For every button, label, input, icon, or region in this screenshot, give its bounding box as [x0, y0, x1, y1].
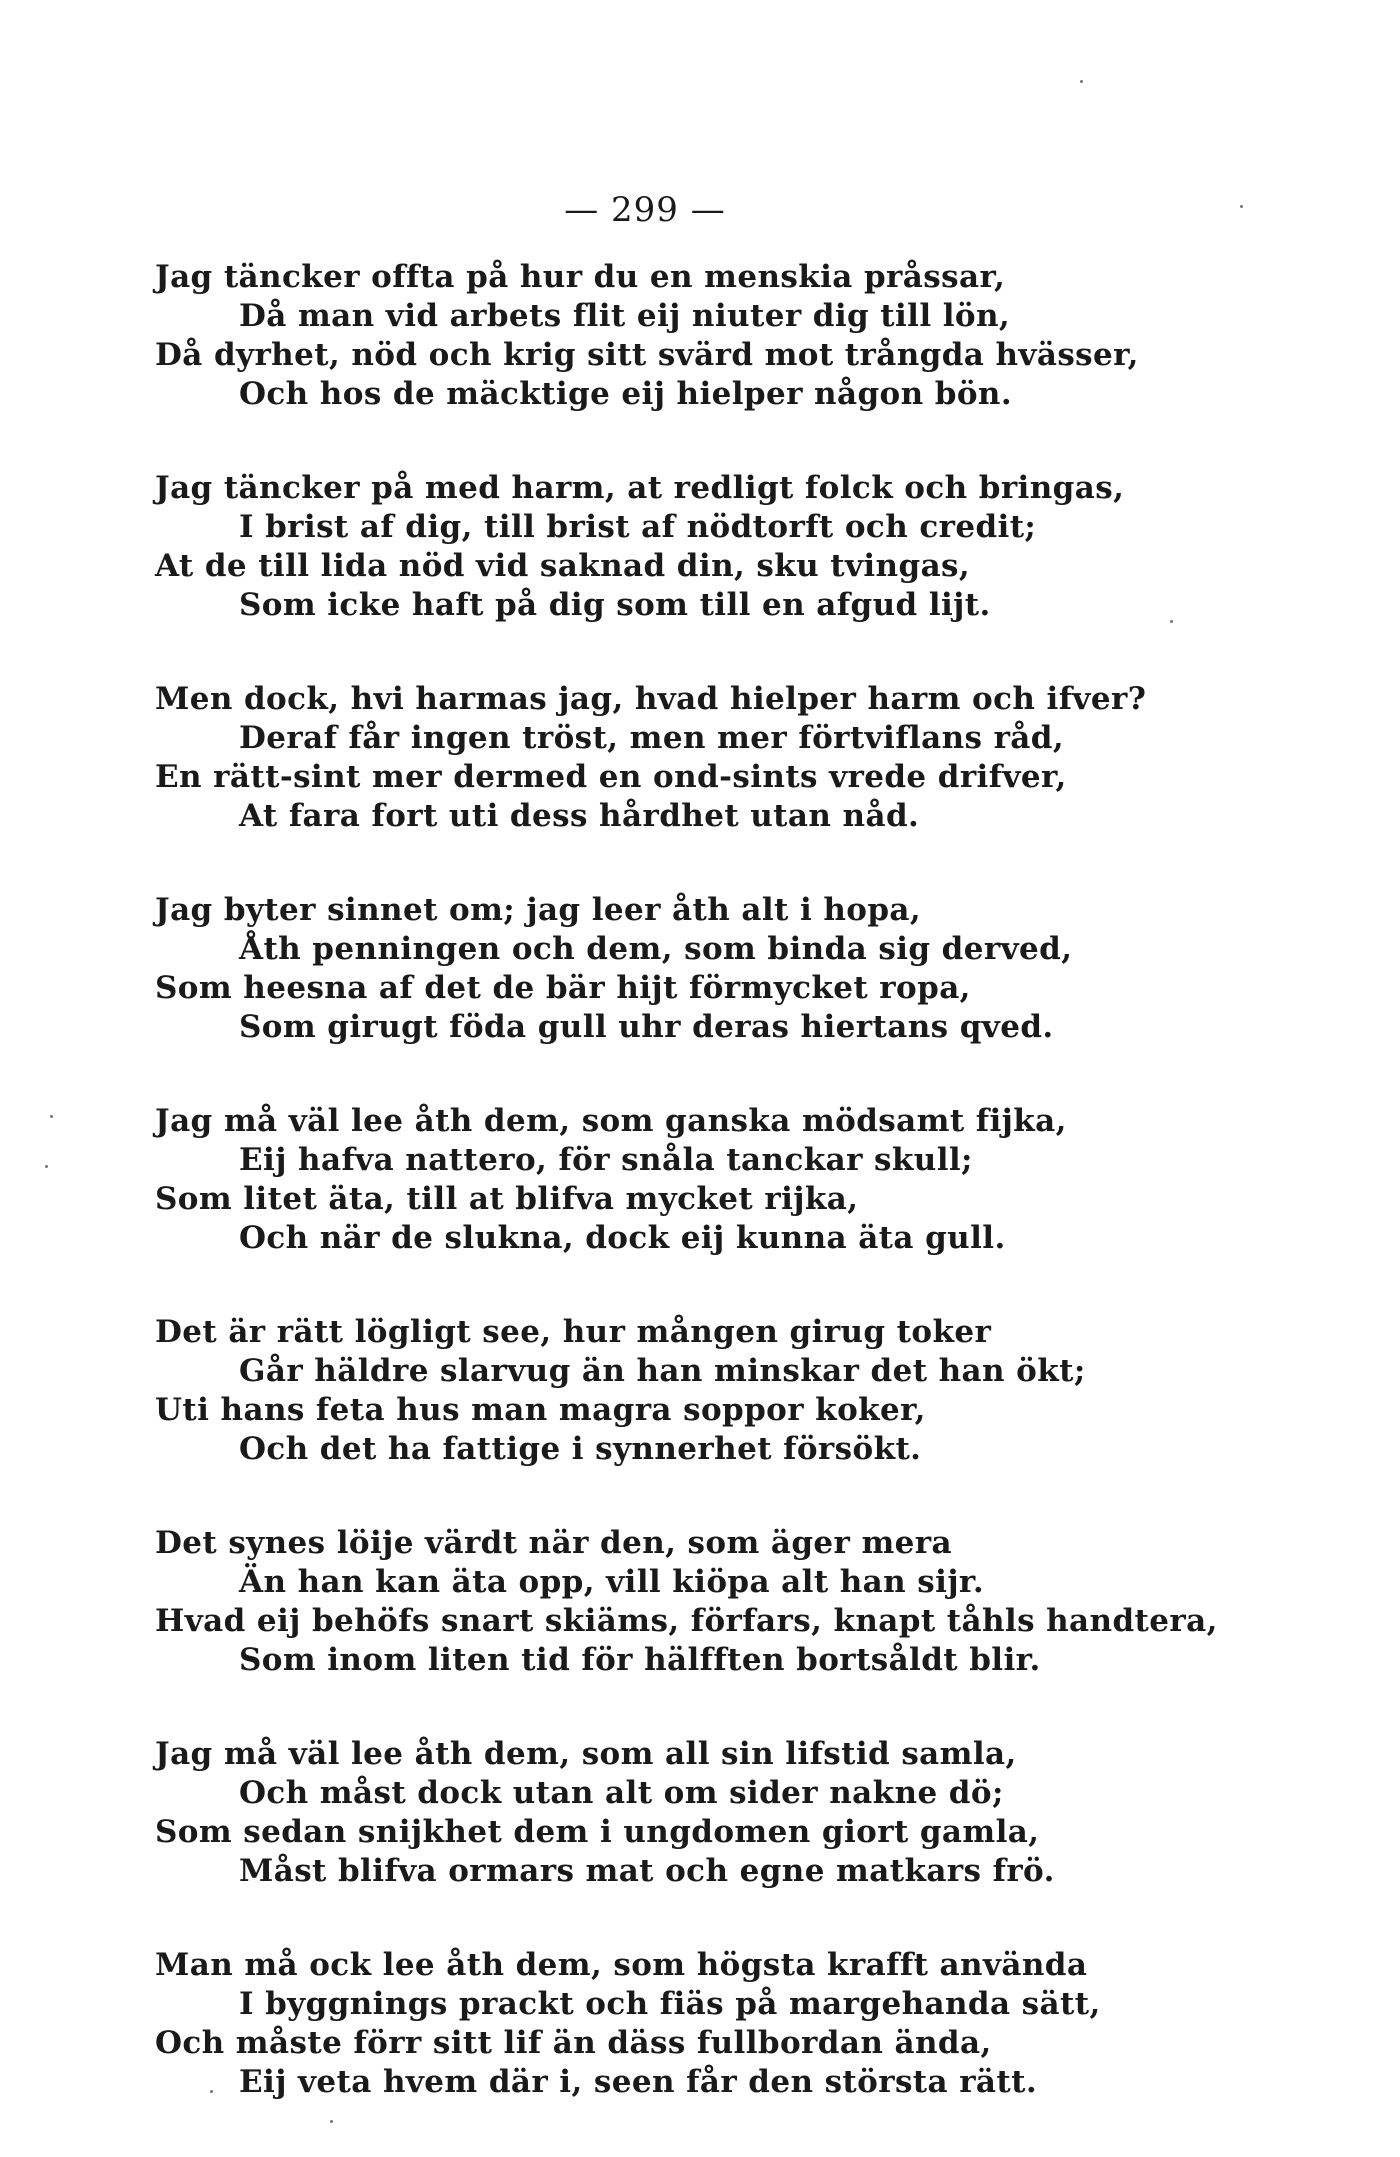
verse-line: Men dock, hvi harmas jag, hvad hielper harm och ifver? [155, 681, 1147, 717]
verse-line: Då dyrhet, nöd och krig sitt svärd mot trångda hvässer, [155, 337, 1139, 373]
verse-line: En rätt-sint mer dermed en ond-sints vrede drifver, [155, 759, 1067, 795]
stanza-6 [155, 1313, 1335, 1469]
verse-line: Det är rätt lögligt see, hur mången girug toker [155, 1314, 992, 1350]
verse-line: Jag må väl lee åth dem, som ganska mödsamt fijka, [155, 1103, 1067, 1139]
verse-line: Och hos de mäcktige eij hielper någon bön. [239, 376, 1013, 412]
verse-line: Deraf får ingen tröst, men mer förtviflans råd, [239, 720, 1065, 756]
scan-speck [210, 2090, 213, 2093]
verse-line: Som girugt föda gull uhr deras hiertans qved. [239, 1009, 1054, 1045]
verse-line: Jag byter sinnet om; jag leer åth alt i hopa, [155, 892, 922, 928]
stanza-8 [155, 1735, 1335, 1891]
stanza-1 [155, 258, 1335, 414]
verse-line: I byggnings prackt och fiäs på margehanda sätt, [239, 1986, 1101, 2022]
verse-line: Som inom liten tid för hälfften bortsåldt blir. [239, 1642, 1041, 1678]
verse-line: Och måst dock utan alt om sider nakne dö; [239, 1775, 1004, 1811]
verse-line: Jag må väl lee åth dem, som all sin lifstid samla, [155, 1736, 1017, 1772]
stanza-7 [155, 1524, 1335, 1680]
verse-line: Som icke haft på dig som till en afgud lijt. [239, 587, 991, 623]
verse-line: Åth penningen och dem, som binda sig derved, [239, 931, 1073, 967]
verse-line: Går häldre slarvug än han minskar det han ökt; [239, 1353, 1086, 1389]
verse-line: Jag täncker offta på hur du en menskia pråssar, [155, 259, 1006, 295]
page-number: — 299 — [564, 190, 726, 230]
verse-line: Och när de slukna, dock eij kunna äta gull. [239, 1220, 1006, 1256]
verse-line: Som litet äta, till at blifva mycket rijka, [155, 1181, 859, 1217]
scan-speck [45, 1165, 48, 1168]
verse-line: At de till lida nöd vid saknad din, sku tvingas, [155, 548, 971, 584]
stanza-4 [155, 891, 1335, 1047]
stanza-9 [155, 1946, 1335, 2102]
verse-line: At fara fort uti dess hårdhet utan nåd. [239, 798, 920, 834]
stanza-5 [155, 1102, 1335, 1258]
verse-line: Uti hans feta hus man magra soppor koker, [155, 1392, 926, 1428]
verse-line: Jag täncker på med harm, at redligt folck och bringas, [155, 470, 1125, 506]
verse-line: Och det ha fattige i synnerhet försökt. [239, 1431, 922, 1467]
scan-speck [1170, 620, 1173, 623]
stanza-2 [155, 469, 1335, 625]
scan-speck [1240, 205, 1243, 208]
stanza-3 [155, 680, 1335, 836]
verse-line: Eij veta hvem där i, seen får den största rätt. [239, 2064, 1038, 2100]
scan-speck [50, 1115, 53, 1118]
verse-line: Det synes löije värdt när den, som äger mera [155, 1525, 953, 1561]
poem [155, 258, 1335, 2157]
verse-line: Eij hafva nattero, för snåla tanckar skull; [239, 1142, 973, 1178]
scan-speck [330, 2120, 333, 2123]
verse-line: Då man vid arbets flit eij niuter dig till lön, [239, 298, 1011, 334]
verse-line: I brist af dig, till brist af nödtorft och credit; [239, 509, 1037, 545]
verse-line: Än han kan äta opp, vill kiöpa alt han sijr. [239, 1564, 985, 1600]
verse-line: Som sedan snijkhet dem i ungdomen giort gamla, [155, 1814, 1040, 1850]
verse-line: Måst blifva ormars mat och egne matkars frö. [239, 1853, 1055, 1889]
verse-line: Och måste förr sitt lif än däss fullbordan ända, [155, 2025, 992, 2061]
verse-line: Hvad eij behöfs snart skiäms, förfars, knapt tåhls handtera, [155, 1603, 1218, 1639]
verse-line: Som heesna af det de bär hijt förmycket ropa, [155, 970, 971, 1006]
verse-line: Man må ock lee åth dem, som högsta krafft använda [155, 1947, 1088, 1983]
scan-speck [1080, 80, 1083, 83]
